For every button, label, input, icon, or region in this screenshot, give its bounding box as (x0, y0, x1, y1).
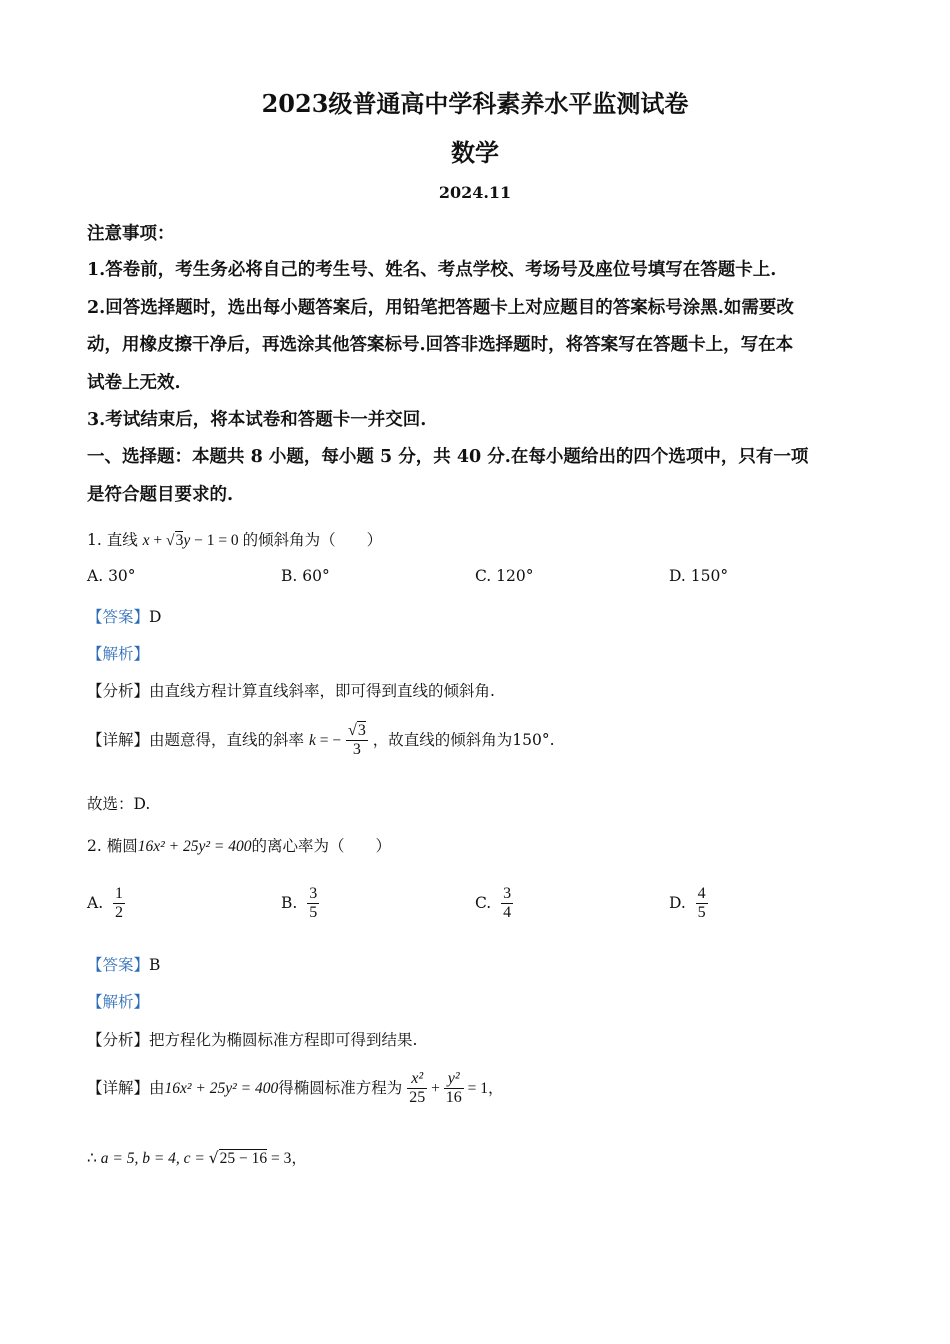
q1-option-a: A. 30° (87, 567, 136, 585)
q2-option-a: A. $\frac{1}{2}$ (87, 885, 123, 922)
exam-date: 2024.11 (438, 183, 512, 202)
note-item-2-line-2: 动，用橡皮擦干净后，再选涂其他答案标号.回答非选择题时，将答案写在答题卡上，写在本 (87, 335, 794, 355)
q2-equation: 16x² + 25y² = 400 (137, 838, 252, 855)
note-item-2-line-3: 试卷上无效. (87, 373, 181, 393)
q2-option-b: B. $\frac{3}{5}$ (281, 885, 318, 922)
question-2-stem: 2. 椭圆16x² + 25y² = 400的离心率为（ ） (87, 837, 391, 855)
q1-slope-fraction: $\frac{√3}{3}$ (348, 722, 366, 759)
q1-option-d: D. 150° (669, 567, 729, 585)
q2-detail: 【详解】由16x² + 25y² = 400得椭圆标准方程为 $\frac{\text{x²}}{25}$ + $\frac{\text{y²}}{16}$ = 1， (87, 1070, 504, 1107)
q1-equation: x + √3y − 1 = 0 (142, 532, 239, 549)
q2-analysis: 【分析】把方程化为椭圆标准方程即可得到结果. (87, 1031, 418, 1049)
q1-conclusion: 故选：D. (87, 795, 151, 813)
q1-analysis: 【分析】由直线方程计算直线斜率，即可得到直线的倾斜角. (87, 682, 495, 700)
answer-tag: 【答案】 (87, 956, 150, 974)
answer-tag: 【答案】 (87, 608, 150, 626)
note-item-2-line-1: 2.回答选择题时，选出每小题答案后，用铅笔把答题卡上对应题目的答案标号涂黑.如需要改 (87, 298, 794, 318)
notes-heading: 注意事项： (87, 224, 175, 244)
section-heading-line-2: 是符合题目要求的. (87, 485, 234, 505)
q2-answer: 【答案】B (87, 956, 161, 974)
q1-suffix: 的倾斜角为（ ） (242, 531, 383, 549)
q2-option-d: D. $\frac{4}{5}$ (669, 885, 706, 922)
section-heading-line-1: 一、选择题：本题共 8 小题，每小题 5 分，共 40 分.在每小题给出的四个选项中，只有一项 (87, 447, 809, 467)
q2-analysis-tag: 【解析】 (87, 993, 150, 1011)
q1-analysis-tag: 【解析】 (87, 645, 150, 663)
q1-detail: 【详解】由题意得，直线的斜率 k = − $\frac{√3}{3}$ ，故直线的倾斜角为150°. (87, 722, 555, 759)
subject-title: 数学 (451, 138, 499, 167)
q1-answer: 【答案】D (87, 608, 162, 626)
question-1-stem (87, 528, 382, 550)
q1-option-b: B. 60° (281, 567, 330, 585)
note-item-1: 1.答卷前，考生务必将自己的考生号、姓名、考点学校、考场号及座位号填写在答题卡上. (87, 260, 777, 280)
q1-option-c: C. 120° (475, 567, 534, 585)
q1-prefix: 1. 直线 (87, 531, 138, 549)
q2-option-c: C. $\frac{3}{4}$ (475, 885, 512, 922)
q2-therefore: ∴ a = 5, b = 4, c = √25 − 16 = 3， (87, 1149, 307, 1167)
exam-title: 2023级普通高中学科素养水平监测试卷 (261, 89, 689, 118)
note-item-3: 3.考试结束后，将本试卷和答题卡一并交回. (87, 410, 427, 430)
